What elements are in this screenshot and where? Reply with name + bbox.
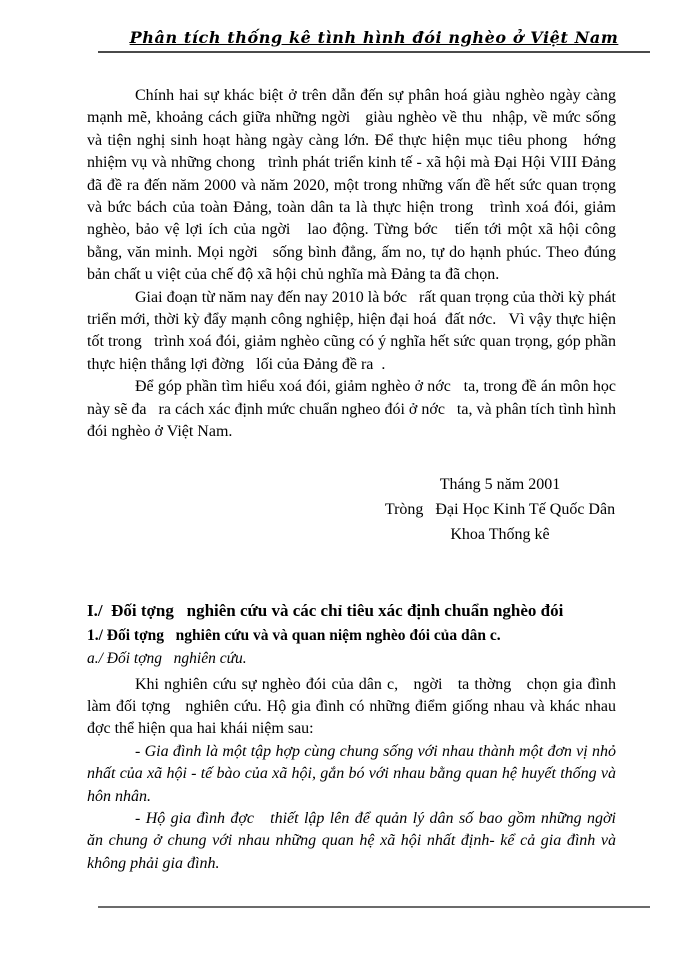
signature-department: Khoa Thống kê <box>450 525 550 543</box>
section-heading-item: a./ Đối tợng nghiên cứu. <box>87 649 247 667</box>
intro-paragraph-1: Chính hai sự khác biệt ở trên dẫn đến sự phân hoá giàu nghèo ngày càng mạnh mẽ, khoảng cách giữa những ngời giàu nghèo về thu nhập, về mức sống và tiện nghị sinh hoạt hàng ngày càng lớn. Để thực hiện mục tiêu phong hớng nhiệm vụ và những chong trình phát triển kinh tế - xã hội mà Đại Hội VIII Đảng đã đề ra đến năm 2000 và năm 2020, một trong những vấn đề hết sức quan trọng và bức bách của toàn Đảng, toàn dân ta là thực hiện trong trình xoá đói, giảm nghèo, bảo vệ lợi ích của ngời lao động. Từng bớc tiến tới một xã hội công bằng, văn minh. Mọi ngời sống bình đẳng, ấm no, tự do hạnh phúc. Theo đúng bản chất u việt của chế độ xã hội chủ nghĩa mà Đảng ta đã chọn. <box>87 87 620 284</box>
signature-date: Tháng 5 năm 2001 <box>439 475 561 493</box>
section-paragraph-1: Khi nghiên cứu sự nghèo đói của dân c, ngời ta thờng chọn gia đình làm đối tợng nghiên cứu. Hộ gia đình có những điểm giống nhau và khác nhau đợc thể hiện qua hai khái niệm sau: <box>87 675 620 738</box>
section-heading-main: I./ Đối tợng nghiên cứu và các chỉ tiêu xác định chuẩn nghèo đói <box>87 600 564 620</box>
signature-organization: Tròng Đại Học Kinh Tế Quốc Dân <box>384 500 616 518</box>
document-body <box>87 85 628 875</box>
section-bullet-1: - Gia đình là một tập hợp cùng chung sống với nhau thành một đơn vị nhỏ nhất của xã hội - tế bào của xã hội, gắn bó với nhau bằng quan hệ huyết thống và hôn nhân. <box>87 742 620 805</box>
page-footer-rule <box>98 906 650 908</box>
page-header-title: Phân tích thống kê tình hình đói nghèo ở Việt Nam <box>129 28 619 47</box>
signature-block <box>360 472 640 547</box>
section-heading-sub: 1./ Đối tợng nghiên cứu và và quan niệm nghèo đói của dân c. <box>87 626 501 644</box>
section-bullet-2: - Hộ gia đình đợc thiết lập lên để quản lý dân số bao gồm những ngời ăn chung ở chung với nhau những quan hệ xã hội nhất định- kể cả gia đình và không phải gia đình. <box>87 809 628 872</box>
intro-paragraph-2: Giai đoạn từ năm nay đến nay 2010 là bớc rất quan trọng của thời kỳ phát triển mới, thời kỳ đẩy mạnh công nghiệp, hiện đại hoá đất nớc. Vì vậy thực hiện tốt trong trình xoá đói, giảm nghèo cũng có ý nghĩa hết sức quan trọng, góp phần thực hiện thắng lợi đờng lối của Đảng đề ra . <box>87 288 620 373</box>
intro-paragraph-3: Để góp phần tìm hiểu xoá đói, giảm nghèo ở nớc ta, trong đề án môn học này sẽ đa ra cách xác định mức chuẩn ngheo đói ở nớc ta, và phân tích tình hình đói nghèo ở Việt Nam. <box>87 378 620 441</box>
page-header <box>98 28 650 53</box>
